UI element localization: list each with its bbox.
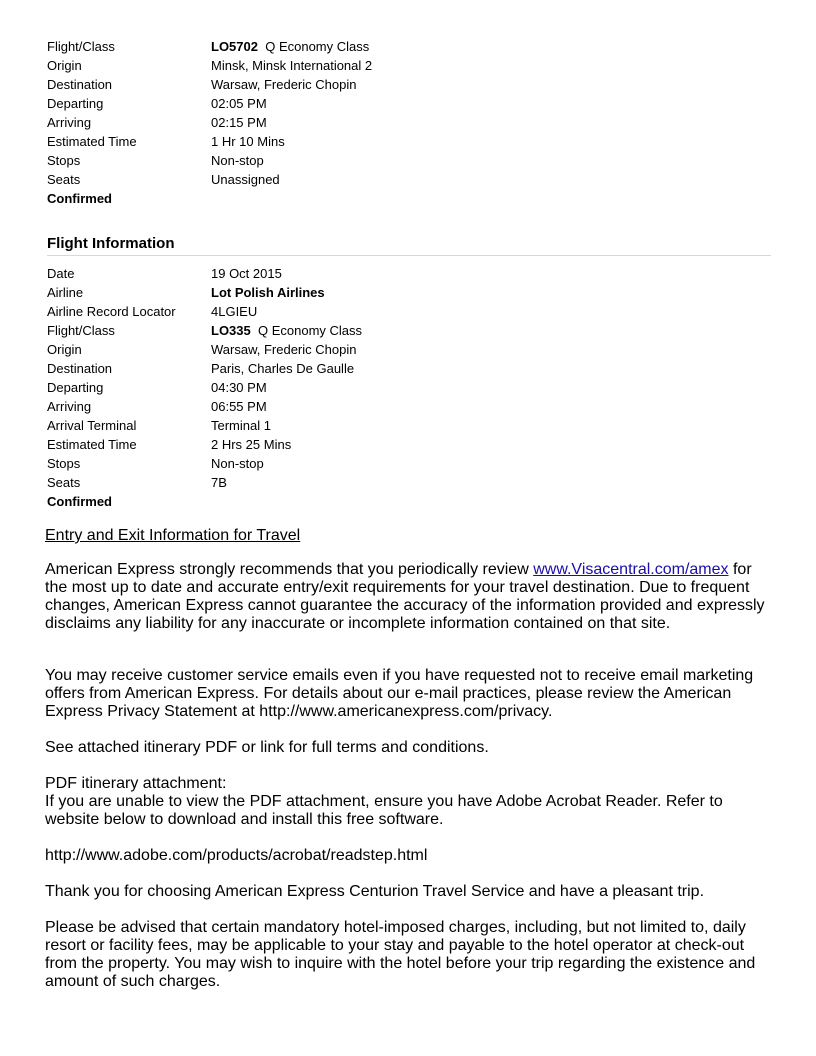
flight2-arriving-value: 06:55 PM (211, 399, 267, 414)
flight2-record-locator-label: Airline Record Locator (47, 304, 176, 319)
flight1-arriving-label: Arriving (47, 115, 92, 130)
flight2-date-row (47, 264, 771, 283)
flight2-arrival-terminal-value: Terminal 1 (211, 418, 271, 433)
flight1-departing-label: Departing (47, 96, 104, 111)
flight2-departing-value: 04:30 PM (211, 380, 267, 395)
flight1-arriving-value: 02:15 PM (211, 115, 267, 130)
thank-you-message: Thank you for choosing American Express Centurion Travel Service and have a pleasant trip. (45, 883, 705, 900)
flight2-airline-row (47, 283, 771, 302)
pdf-body: If you are unable to view the PDF attachment, ensure you have Adobe Acrobat Reader. Refer to website below to download and install this free software. (45, 793, 723, 828)
hotel-charges-notice: Please be advised that certain mandatory hotel-imposed charges, including, but not limited to, daily resort or facility fees, may be applicable to your stay and payable to the hotel operator at check-out from the property. You may wish to inquire with the hotel before your trip regarding the existence and amount of such charges. (45, 919, 756, 990)
flight2-estimated-time-label: Estimated Time (47, 437, 137, 452)
flight1-origin-label: Origin (47, 58, 82, 73)
adobe-url: http://www.adobe.com/products/acrobat/readstep.html (45, 847, 428, 864)
flight1-departing-value: 02:05 PM (211, 96, 267, 111)
flight1-stops-row (47, 151, 771, 170)
pdf-title: PDF itinerary attachment: (45, 775, 227, 792)
flight2-airline-value: Lot Polish Airlines (211, 285, 325, 300)
flight2-date-label: Date (47, 266, 75, 281)
flight2-record-locator-value: 4LGIEU (211, 304, 258, 319)
flight2-seats-value: 7B (211, 475, 227, 490)
flight1-estimated-time-value: 1 Hr 10 Mins (211, 134, 285, 149)
flight2-origin-row (47, 340, 771, 359)
flight1-origin-value: Minsk, Minsk International 2 (211, 58, 373, 73)
flight2-estimated-time-value: 2 Hrs 25 Mins (211, 437, 292, 452)
flight1-stops-value: Non-stop (211, 153, 264, 168)
entry-exit-text-after: for the most up to date and accurate entry/exit requirements for your travel destination. Due to frequent changes, American Express cannot guarantee the accuracy of the information provided and expressly disclaims any liability for any inaccurate or incomplete information contained on that site. (45, 561, 765, 632)
entry-exit-heading: Entry and Exit Information for Travel (45, 527, 301, 544)
flight1-flight-code: LO5702 (211, 39, 258, 54)
flight2-stops-row (47, 454, 771, 473)
flight2-arrival-terminal-row (47, 416, 771, 435)
flight1-estimated-time-row (47, 132, 771, 151)
flight2-airline-label: Airline (47, 285, 84, 300)
terms-notice: See attached itinerary PDF or link for full terms and conditions. (45, 739, 489, 756)
flight2-origin-label: Origin (47, 342, 82, 357)
email-notice: You may receive customer service emails even if you have requested not to receive email marketing offers from American Express. For details about our e-mail practices, please review the American Express Privacy Statement at http://www.americanexpress.com/privacy. (45, 667, 754, 720)
flight1-destination-label: Destination (47, 77, 113, 92)
flight1-destination-value: Warsaw, Frederic Chopin (211, 77, 357, 92)
flight1-seats-label: Seats (47, 172, 81, 187)
flight2-destination-value: Paris, Charles De Gaulle (211, 361, 355, 376)
flight2-departing-label: Departing (47, 380, 104, 395)
flight1-status: Confirmed (47, 191, 112, 206)
flight2-arriving-label: Arriving (47, 399, 92, 414)
flight2-origin-value: Warsaw, Frederic Chopin (211, 342, 357, 357)
flight1-flight-class-label: Flight/Class (47, 39, 115, 54)
flight-information-header: Flight Information (47, 233, 771, 256)
flight1-estimated-time-label: Estimated Time (47, 134, 137, 149)
flight2-flight-class-value (211, 321, 771, 340)
flight1-class: Q Economy Class (265, 39, 370, 54)
visacentral-link[interactable]: www.Visacentral.com/amex (533, 561, 729, 578)
flight1-departing-row (47, 94, 771, 113)
flight1-flight-class-value (211, 37, 771, 56)
flight2-seats-label: Seats (47, 475, 81, 490)
flight2-flight-code: LO335 (211, 323, 251, 338)
flight1-arriving-row (47, 113, 771, 132)
flight1-destination-row (47, 75, 771, 94)
flight2-details (47, 264, 771, 511)
flight2-stops-value: Non-stop (211, 456, 264, 471)
flight2-date-value: 19 Oct 2015 (211, 266, 282, 281)
flight2-stops-label: Stops (47, 456, 81, 471)
flight1-status-row (47, 189, 771, 208)
flight2-destination-row (47, 359, 771, 378)
flight2-estimated-time-row (47, 435, 771, 454)
flight2-departing-row (47, 378, 771, 397)
flight1-details (47, 37, 771, 208)
flight2-arrival-terminal-label: Arrival Terminal (47, 418, 137, 433)
flight2-seats-row (47, 473, 771, 492)
flight1-stops-label: Stops (47, 153, 81, 168)
flight1-origin-row (47, 56, 771, 75)
entry-exit-paragraph (45, 561, 775, 633)
flight2-status: Confirmed (47, 494, 112, 509)
flight2-destination-label: Destination (47, 361, 113, 376)
flight2-record-locator-row (47, 302, 771, 321)
entry-exit-text-before: American Express strongly recommends that you periodically review (45, 561, 534, 578)
flight2-class: Q Economy Class (257, 323, 363, 338)
flight2-arriving-row (47, 397, 771, 416)
flight1-seats-value: Unassigned (211, 172, 280, 187)
flight2-status-row (47, 492, 771, 511)
flight2-flight-class-label: Flight/Class (47, 323, 115, 338)
flight1-flight-class-row (47, 37, 771, 56)
flight1-seats-row (47, 170, 771, 189)
flight2-flight-class-row (47, 321, 771, 340)
